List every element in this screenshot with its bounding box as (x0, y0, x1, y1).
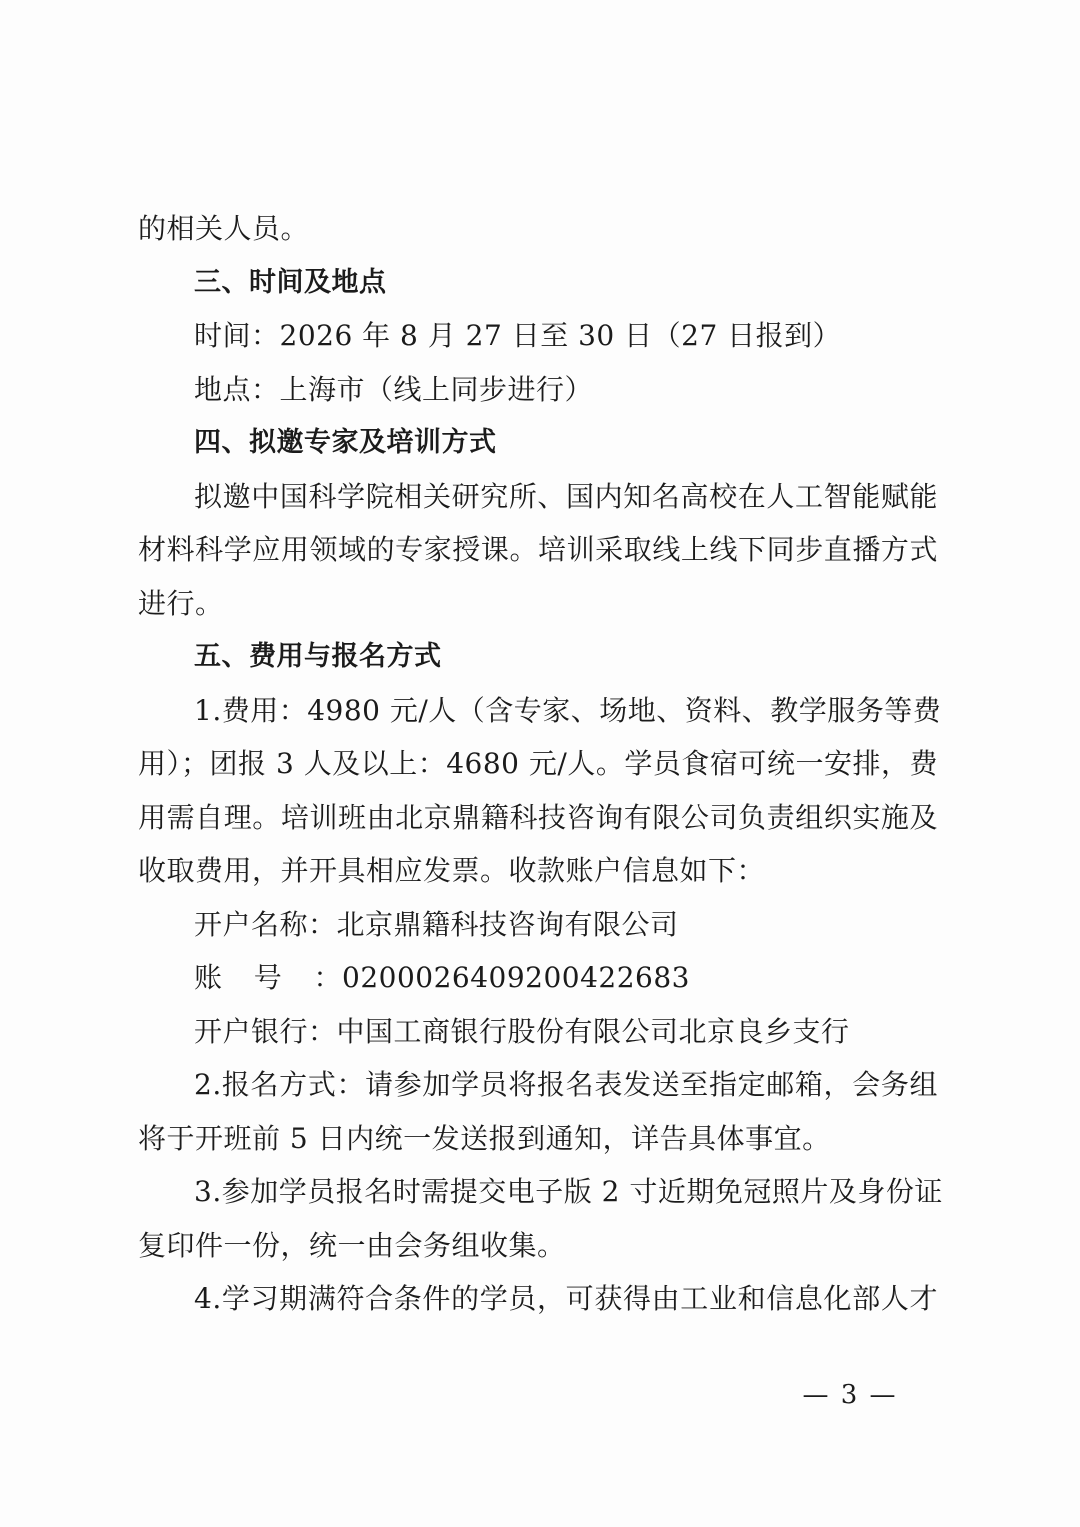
paragraph-line: 4.学习期满符合条件的学员，可获得由工业和信息化部人才 (194, 1282, 938, 1315)
paragraph-line: 1.费用：4980 元/人（含专家、场地、资料、教学服务等费 (194, 694, 942, 727)
account-number-line (194, 960, 938, 996)
location-line: 地点：上海市（线上同步进行） (194, 373, 594, 406)
paragraph-line: 拟邀中国科学院相关研究所、国内知名高校在人工智能赋能 (194, 480, 938, 513)
paragraph-line: 将于开班前 5 日内统一发送报到通知，详告具体事宜。 (138, 1122, 831, 1155)
paragraph-line: 2.报名方式：请参加学员将报名表发送至指定邮箱，会务组 (194, 1068, 938, 1101)
section-heading-time-location: 三、时间及地点 (194, 267, 387, 298)
section-heading-fees: 五、费用与报名方式 (194, 641, 442, 672)
account-bank-line: 开户银行：中国工商银行股份有限公司北京良乡支行 (194, 1015, 850, 1048)
page-number: — 3 — (802, 1380, 898, 1410)
time-line: 时间：2026 年 8 月 27 日至 30 日（27 日报到） (194, 319, 842, 352)
paragraph-line: 收取费用，并开具相应发票。收款账户信息如下： (138, 854, 766, 887)
paragraph-line: 用）；团报 3 人及以上：4680 元/人。学员食宿可统一安排，费 (138, 747, 938, 780)
account-name-line: 开户名称：北京鼎籍科技咨询有限公司 (194, 908, 679, 941)
paragraph-line: 材料科学应用领域的专家授课。培训采取线上线下同步直播方式 (138, 533, 938, 566)
paragraph-line: 复印件一份，统一由会务组收集。 (138, 1229, 566, 1262)
paragraph-line: 的相关人员。 (138, 212, 310, 245)
account-number-label: 账号： (194, 961, 342, 994)
paragraph-line: 进行。 (138, 587, 224, 620)
paragraph-line: 用需自理。培训班由北京鼎籍科技咨询有限公司负责组织实施及 (138, 801, 938, 834)
section-heading-experts: 四、拟邀专家及培训方式 (194, 427, 497, 458)
paragraph-line: 3.参加学员报名时需提交电子版 2 寸近期免冠照片及身份证 (194, 1175, 943, 1208)
account-number-value: 0200026409200422683 (342, 961, 690, 994)
